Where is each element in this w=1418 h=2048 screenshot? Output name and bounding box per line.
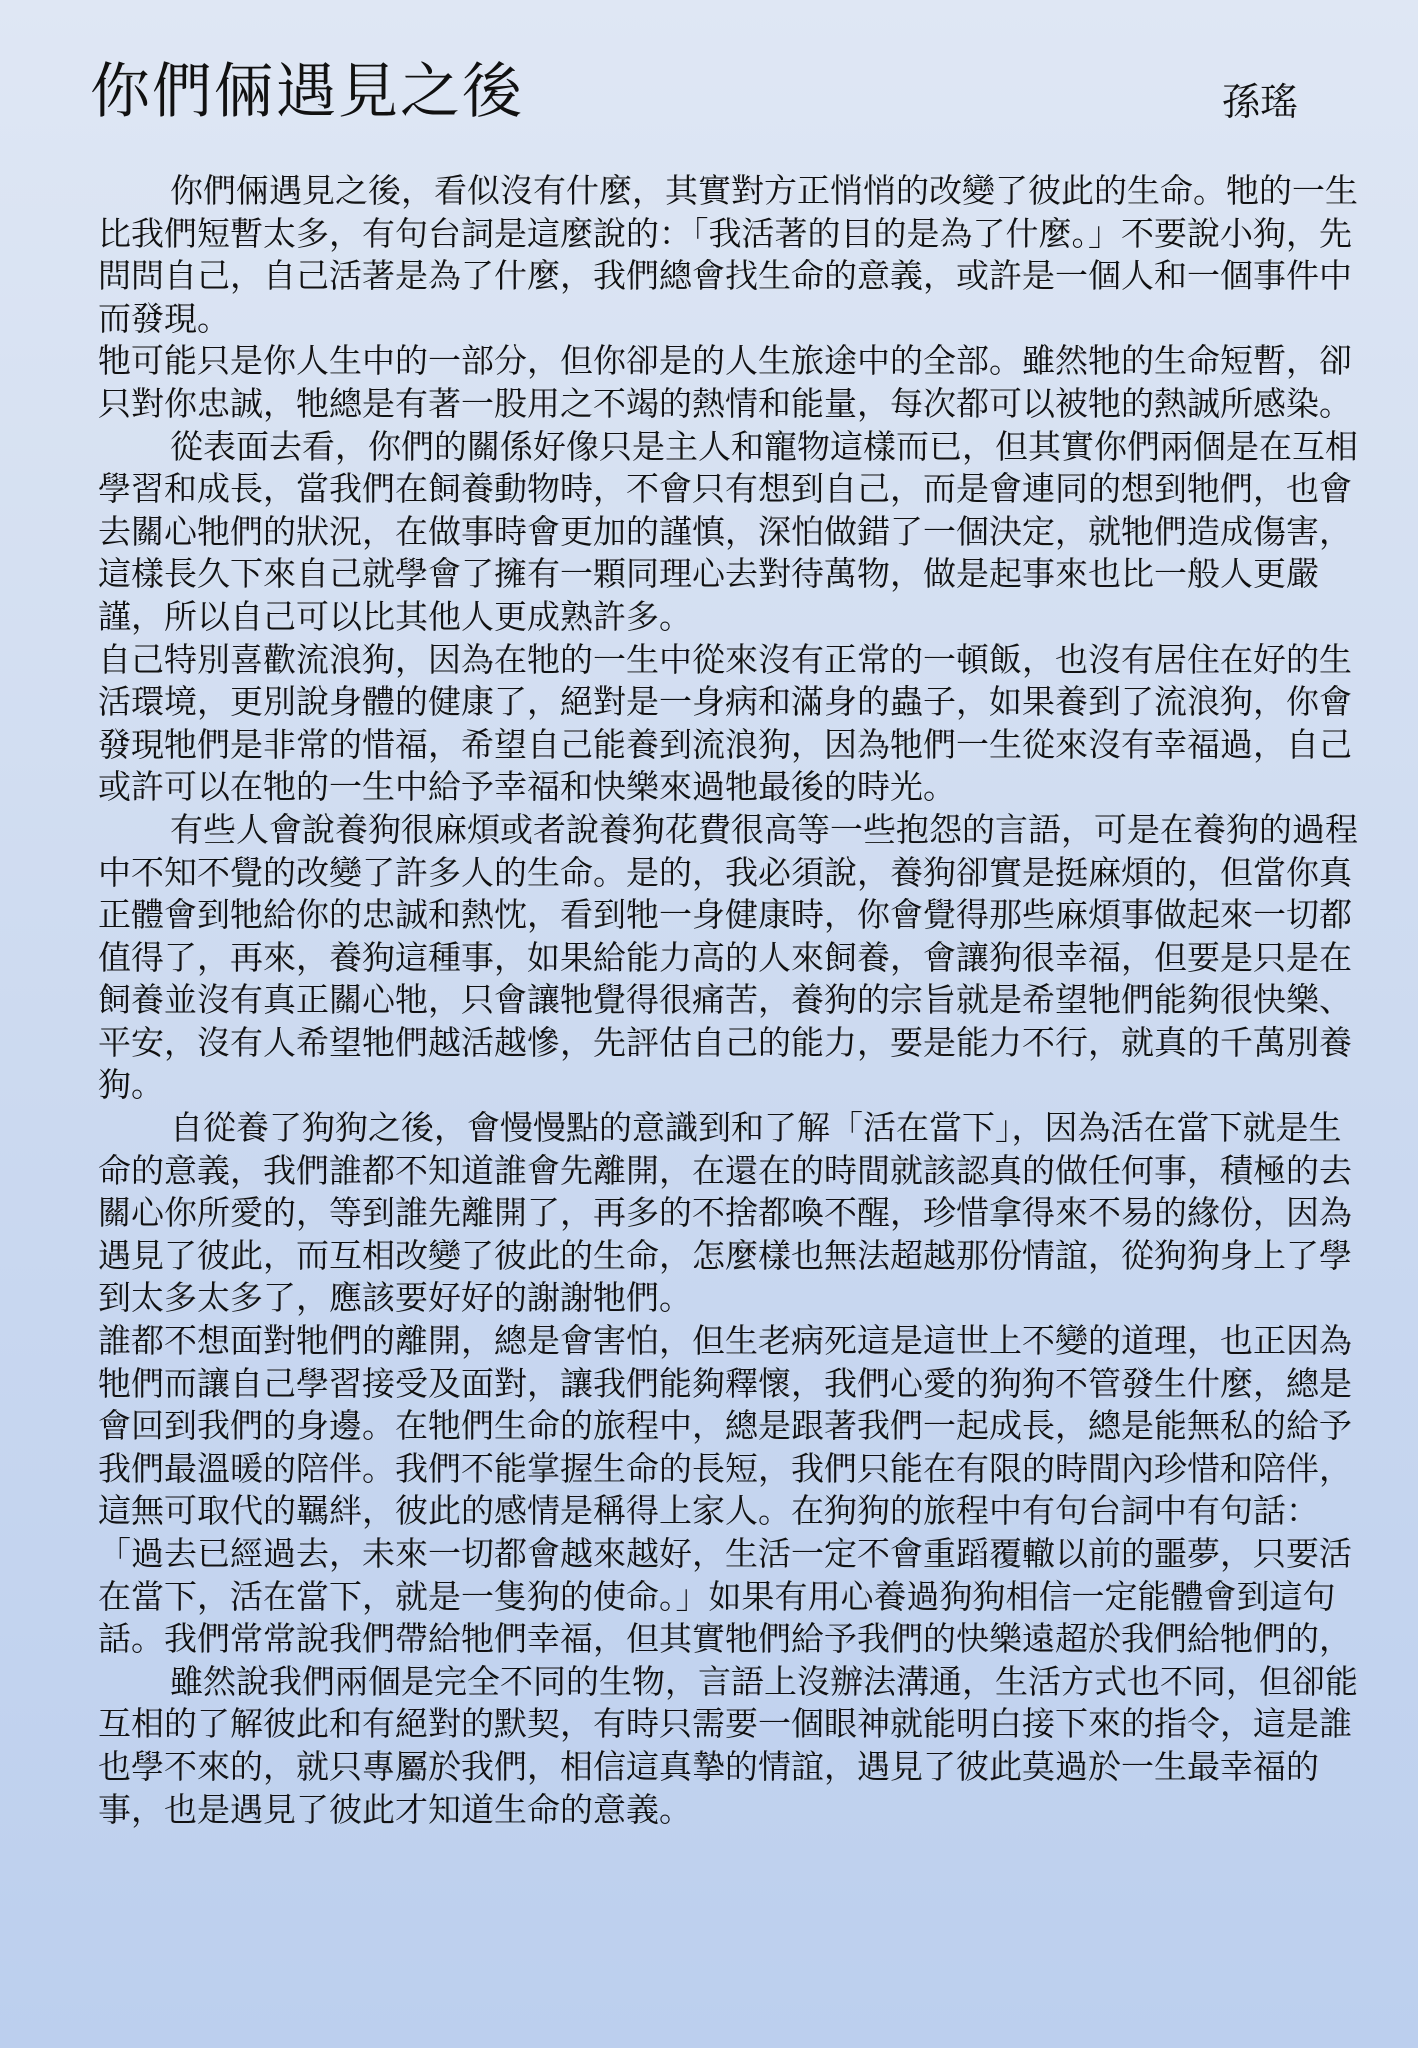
- essay-paragraph: 從表面去看，你們的關係好像只是主人和寵物這樣而已，但其實你們兩個是在互相學習和成長，當我們在飼養動物時，不會只有想到自己，而是會連同的想到牠們，也會去關心牠們的狀況，在做事時會更加的謹慎，深怕做錯了一個決定，就牠們造成傷害，這樣長久下來自己就學會了擁有一顆同理心去對待萬物，做是起事來也比一般人更嚴謹，所以自己可以比其他人更成熟許多。: [98, 426, 1358, 636]
- essay-paragraph: 雖然說我們兩個是完全不同的生物，言語上沒辦法溝通，生活方式也不同，但卻能互相的了解彼此和有絕對的默契，有時只需要一個眼神就能明白接下來的指令，這是誰也學不來的，就只專屬於我們，相信這真摯的情誼，遇見了彼此莫過於一生最幸福的事，也是遇見了彼此才知道生命的意義。: [98, 1661, 1358, 1829]
- essay-paragraph: 你們倆遇見之後，看似沒有什麼，其實對方正悄悄的改變了彼此的生命。牠的一生比我們短暫太多，有句台詞是這麼說的：「我活著的目的是為了什麼。」不要說小狗，先問問自己，自己活著是為了什麼，我們總會找生命的意義，或許是一個人和一個事件中而發現。: [98, 171, 1358, 338]
- author-name: 孫瑤: [1222, 80, 1299, 124]
- essay-paragraph: 誰都不想面對牠們的離開，總是會害怕，但生老病死這是這世上不變的道理，也正因為牠們而讓自己學習接受及面對，讓我們能夠釋懷，我們心愛的狗狗不管發生什麼，總是會回到我們的身邊。在牠們生命的旅程中，總是跟著我們一起成長，總是能無私的給予我們最溫暖的陪伴。我們不能掌握生命的長短，我們只能在有限的時間內珍惜和陪伴，這無可取代的羈絆，彼此的感情是稱得上家人。在狗狗的旅程中有句台詞中有句話：「過去已經過去，未來一切都會越來越好，生活一定不會重蹈覆轍以前的噩夢，只要活在當下，活在當下，就是一隻狗的使命。」如果有用心養過狗狗相信一定能體會到這句話。我們常常說我們帶給牠們幸福，但其實牠們給予我們的快樂遠超於我們給牠們的，: [98, 1321, 1352, 1659]
- essay-paragraph: 自己特別喜歡流浪狗，因為在牠的一生中從來沒有正常的一頓飯，也沒有居住在好的生活環境，更別說身體的健康了，絕對是一身病和滿身的蟲子，如果養到了流浪狗，你會發現牠們是非常的惜福，希望自己能養到流浪狗，因為牠們一生從來沒有幸福過，自己或許可以在牠的一生中給予幸福和快樂來過牠最後的時光。: [98, 639, 1352, 807]
- essay-paragraph: 有些人會說養狗很麻煩或者說養狗花費很高等一些抱怨的言語，可是在養狗的過程中不知不覺的改變了許多人的生命。是的，我必須說，養狗卻實是挺麻煩的，但當你真正體會到牠給你的忠誠和熱忱，看到牠一身健康時，你會覺得那些麻煩事做起來一切都值得了，再來，養狗這種事，如果給能力高的人來飼養，會讓狗很幸福，但要是只是在飼養並沒有真正關心牠，只會讓牠覺得很痛苦，養狗的宗旨就是希望牠們能夠很快樂、平安，沒有人希望牠們越活越慘，先評估自己的能力，要是能力不行，就真的千萬別養狗。: [98, 809, 1358, 1105]
- essay-paragraph: 自從養了狗狗之後，會慢慢點的意識到和了解「活在當下」，因為活在當下就是生命的意義，我們誰都不知道誰會先離開，在還在的時間就該認真的做任何事，積極的去關心你所愛的，等到誰先離開了，再多的不捨都喚不醒，珍惜拿得來不易的緣份，因為遇見了彼此，而互相改變了彼此的生命，怎麼樣也無法超越那份情誼，從狗狗身上了學到太多太多了，應該要好好的謝謝牠們。: [98, 1108, 1352, 1318]
- essay-title: 你們倆遇見之後: [90, 57, 524, 127]
- essay-paragraph: 牠可能只是你人生中的一部分，但你卻是的人生旅途中的全部。雖然牠的生命短暫，卻只對你忠誠，牠總是有著一股用之不竭的熱情和能量，每次都可以被牠的熱誠所感染。: [98, 341, 1352, 423]
- essay-body: [98, 170, 1358, 1831]
